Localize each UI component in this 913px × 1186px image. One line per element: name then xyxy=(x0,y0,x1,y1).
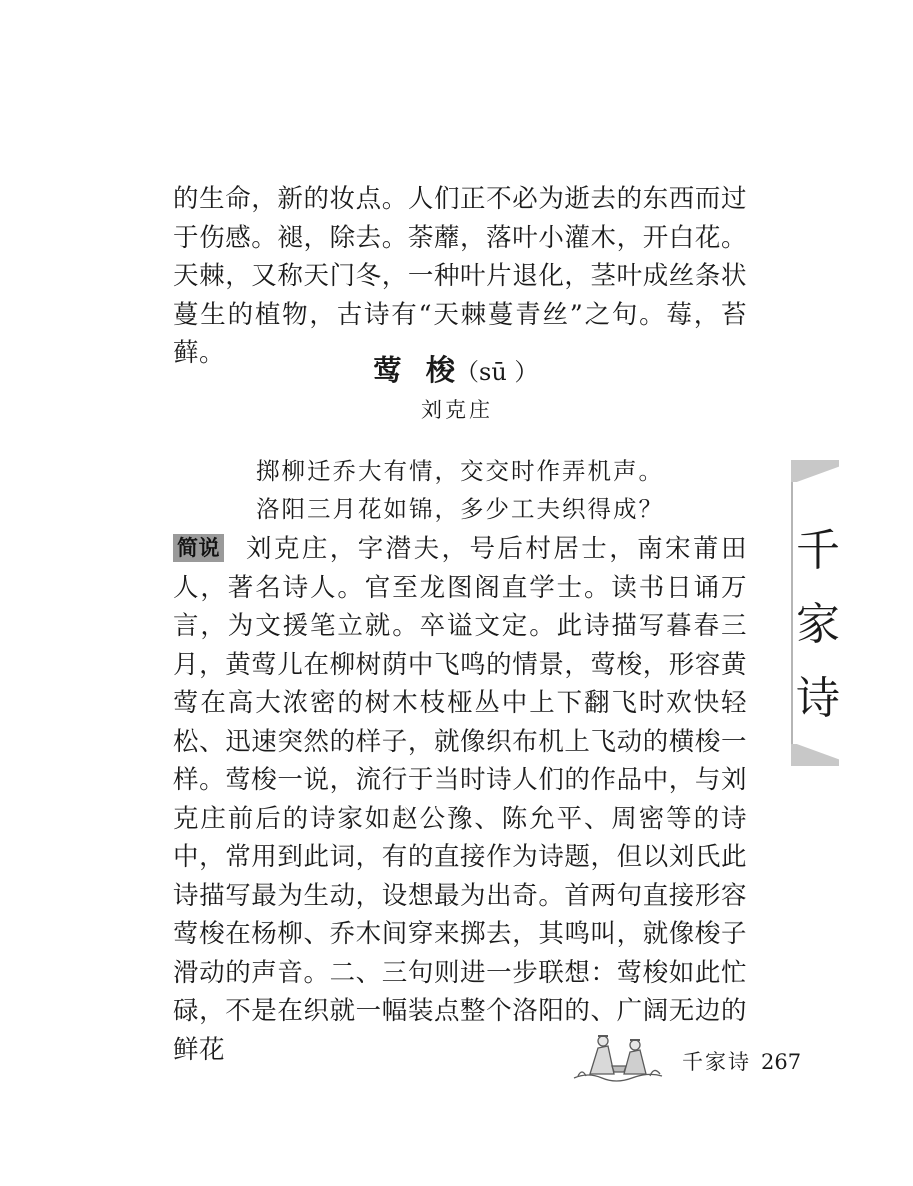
poem-line-2: 洛阳三月花如锦，多少工夫织得成？ xyxy=(256,495,664,523)
side-tab-text xyxy=(795,514,841,736)
poem-title xyxy=(373,352,538,390)
chapter-side-tab xyxy=(791,460,841,766)
commentary-paragraph xyxy=(173,530,747,1069)
page-footer xyxy=(568,1028,808,1088)
poem-title-char-2: 梭 xyxy=(426,353,456,387)
poem-author: 刘克庄 xyxy=(421,398,493,422)
side-tab-char-2: 家 xyxy=(796,599,840,650)
footer-book-title: 千家诗 xyxy=(682,1050,751,1074)
scholars-illustration-icon xyxy=(568,1028,668,1084)
continued-paragraph: 的生命，新的妆点。人们正不必为逝去的东西而过于伤感。褪，除去。荼蘼，落叶小灌木，开白花。天棘，又称天门冬，一种叶片退化，茎叶成丝条状蔓生的植物，古诗有“天棘蔓青丝”之句。莓，苔藓。 xyxy=(173,184,747,368)
side-tab-char-1: 千 xyxy=(796,525,840,576)
page-number: 267 xyxy=(761,1050,802,1074)
poem-line-1: 掷柳迁乔大有情，交交时作弄机声。 xyxy=(256,457,664,485)
poem-title-pinyin: （sū ） xyxy=(455,358,539,386)
side-tab-char-3: 诗 xyxy=(796,673,840,724)
commentary-tag: 简说 xyxy=(173,534,224,562)
poem-body xyxy=(256,452,664,528)
commentary-text: 刘克庄，字潜夫，号后村居士，南宋莆田人，著名诗人。官至龙图阁直学士。读书日诵万言，为文援笔立就。卒谥文定。此诗描写暮春三月，黄莺儿在柳树荫中飞鸣的情景，莺梭，形容黄莺在高大浓密的树木枝桠丛中上下翻飞时欢快轻松、迅速突然的样子，就像织布机上飞动的横梭一样。莺梭一说，流行于当时诗人们的作品中，与刘克庄前后的诗家如赵公豫、陈允平、周密等的诗中，常用到此词，有的直接作为诗题，但以刘氏此诗描写最为生动，设想最为出奇。首两句直接形容莺梭在杨柳、乔木间穿来掷去，其鸣叫，就像梭子滑动的声音。二、三句则进一步联想：莺梭如此忙碌，不是在织就一幅装点整个洛阳的、广阔无边的鲜花 xyxy=(173,534,747,1065)
poem-title-char-1: 莺 xyxy=(373,353,403,387)
